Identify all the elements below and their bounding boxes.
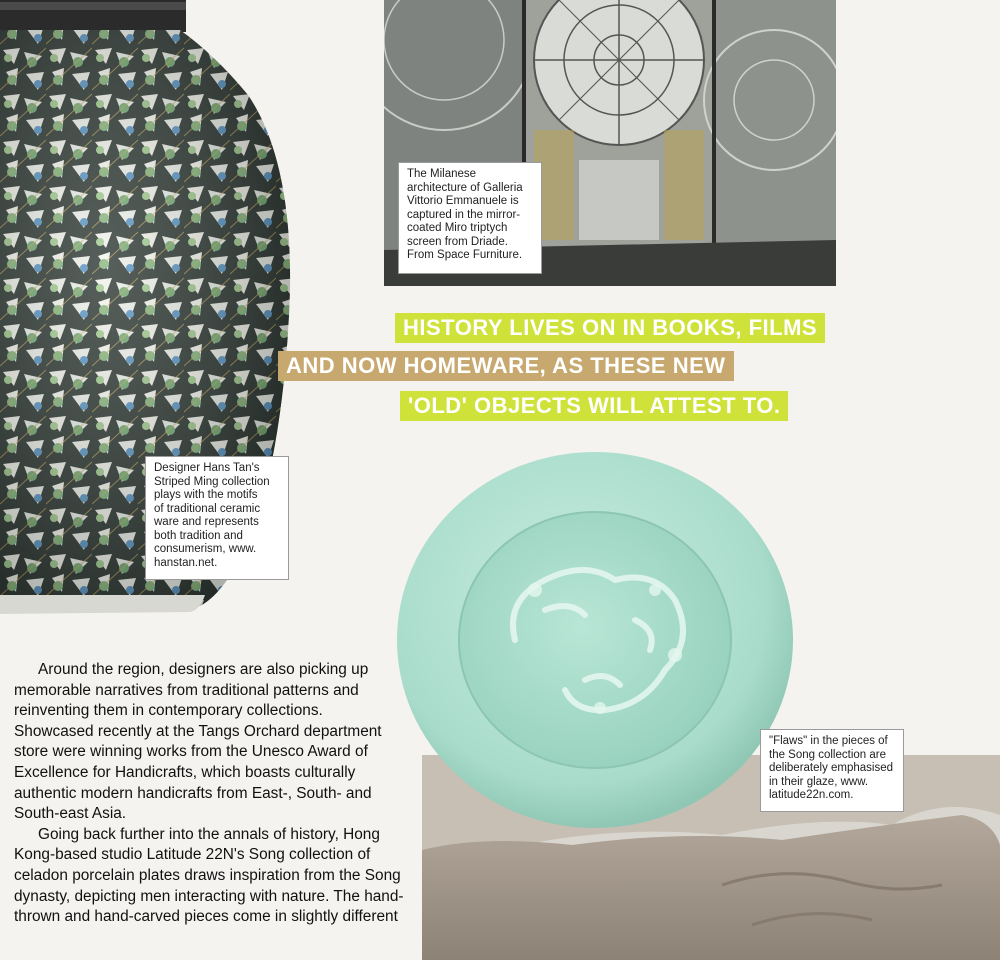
body-paragraph-2: Going back further into the annals of history, Hong Kong-based studio Latitude 22N's Song collection of celadon porcelain plates draws inspiration from the Song dynasty, depicting men interacting with nature. The hand-thrown and hand-carved pieces come in slightly different	[14, 825, 404, 926]
body-paragraph-1: Around the region, designers are also picking up memorable narratives from traditional patterns and reinventing them in contemporary collections. Showcased recently at the Tangs Orchard department store were winning works from the Unesco Award of Excellence for Handicrafts, which boasts culturally authentic modern handicrafts from East-, South- and South-east Asia.	[14, 661, 382, 823]
architecture-photo-caption: The Milanese architecture of Galleria Vittorio Emmanuele is captured in the mirror- coated Miro triptych screen from Driade. From Space Furniture.	[398, 162, 542, 274]
plate-photo-caption: "Flaws" in the pieces of the Song collection are deliberately emphasised in their glaze, www. latitude22n.com.	[760, 729, 904, 812]
headline-line-2: AND NOW HOMEWARE, AS THESE NEW	[278, 351, 734, 381]
celadon-song-plate-photo	[395, 440, 795, 830]
headline-line-3: 'OLD' OBJECTS WILL ATTEST TO.	[400, 391, 788, 421]
headline-line-1: HISTORY LIVES ON IN BOOKS, FILMS	[395, 313, 825, 343]
article-body	[14, 660, 404, 928]
vase-photo-caption: Designer Hans Tan's Striped Ming collection plays with the motifs of traditional ceramic ware and represents both tradition and consumerism, www. hanstan.net.	[145, 456, 289, 580]
